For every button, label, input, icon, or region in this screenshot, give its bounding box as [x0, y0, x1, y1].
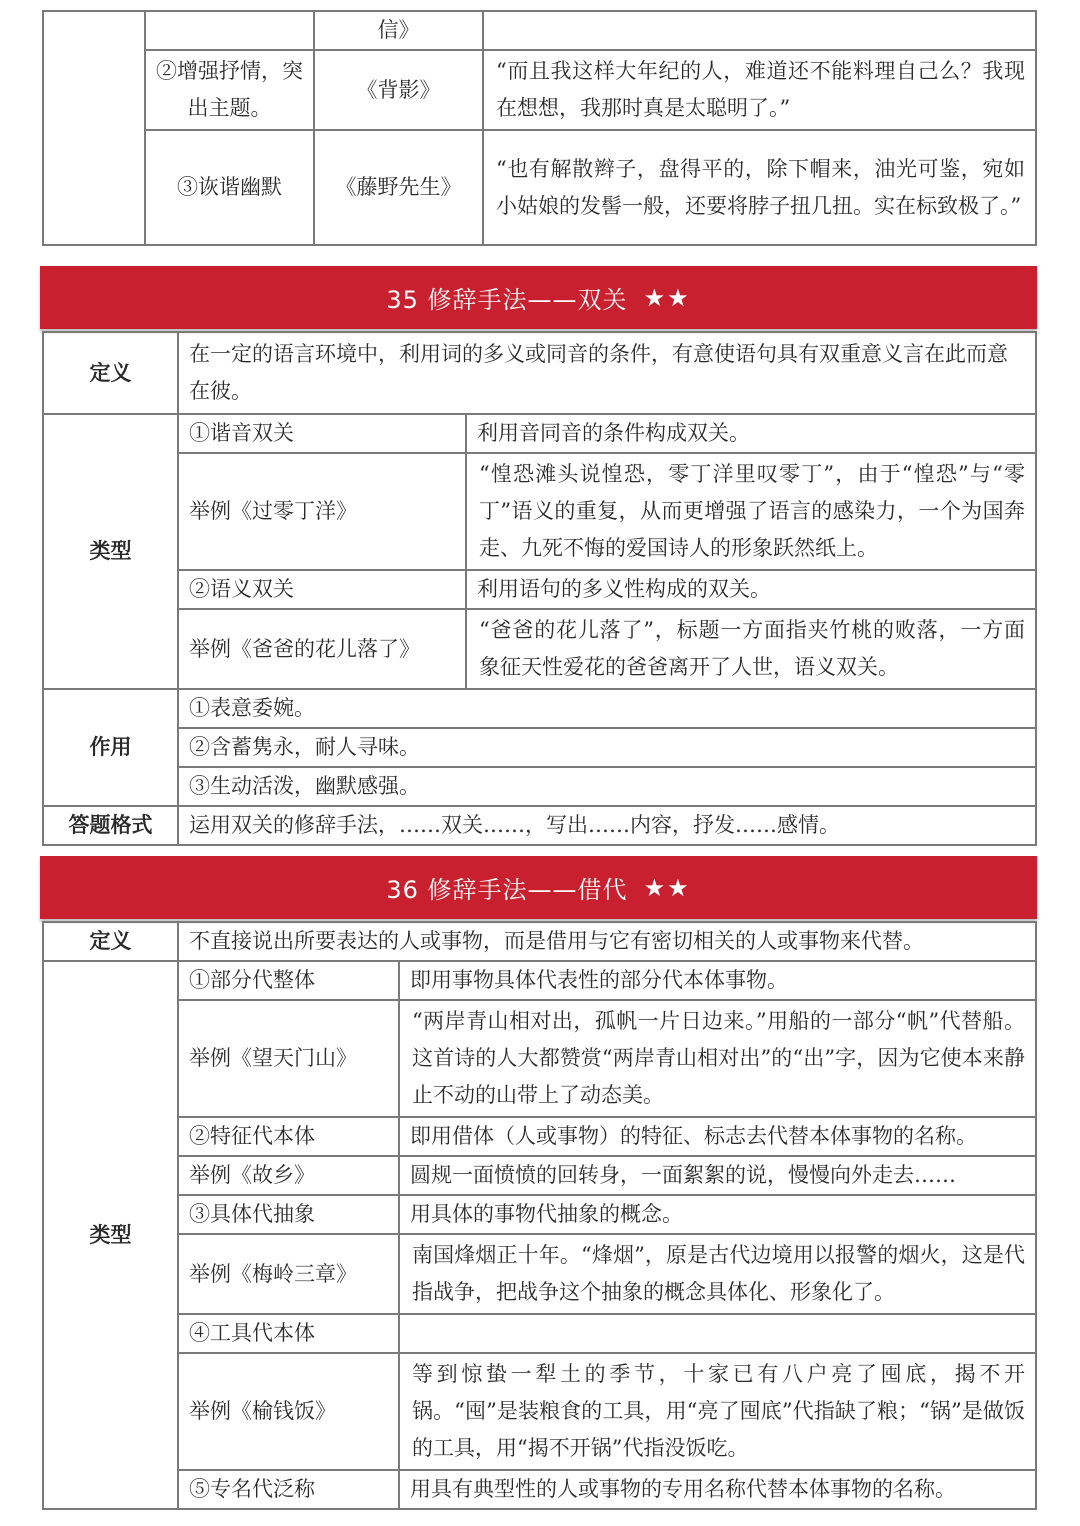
section35-type-name: ①谐音双关 — [178, 414, 466, 453]
section35-type-desc: “惶恐滩头说惶恐，零丁洋里叹零丁”，由于“惶恐”与“零丁”语义的重复，从而更增强了语言的感染力，一个为国奔走、九死不悔的爱国诗人的形象跃然纸上。 — [466, 453, 1036, 570]
section35-type-name: 举例《过零丁洋》 — [178, 453, 466, 570]
section36-type-name: ⑤专名代泛称 — [178, 1470, 399, 1509]
section36-type-desc: 用具体的事物代抽象的概念。 — [399, 1195, 1036, 1234]
section35-definition: 在一定的语言环境中，利用词的多义或同音的条件，有意使语句具有双重意义言在此而意在彼。 — [178, 332, 1036, 414]
section35-type-name: 举例《爸爸的花儿落了》 — [178, 609, 466, 689]
section35-title: 35 修辞手法——双关 — [386, 286, 628, 314]
section35-effect-label: 作用 — [43, 689, 178, 806]
top-row-2-col4: “而且我这样大年纪的人，难道还不能料理自己么？我现在想想，我那时真是太聪明了。” — [483, 50, 1036, 130]
section36-type-name: 举例《望天门山》 — [178, 1000, 399, 1117]
section35-format: 运用双关的修辞手法，……双关……，写出……内容，抒发……感情。 — [178, 806, 1036, 845]
section36-type-name: 举例《梅岭三章》 — [178, 1234, 399, 1314]
section35-type-desc: 利用音同音的条件构成双关。 — [466, 414, 1036, 453]
section36-type-desc: 等到惊蛰一犁土的季节，十家已有八户亮了囤底，揭不开锅。“囤”是装粮食的工具，用“亮了囤底”代指缺了粮；“锅”是做饭的工具，用“揭不开锅”代指没饭吃。 — [399, 1353, 1036, 1470]
section35-type-desc: 利用语句的多义性构成的双关。 — [466, 570, 1036, 609]
section36-type-name: 举例《榆钱饭》 — [178, 1353, 399, 1470]
section35-type-desc: “爸爸的花儿落了”，标题一方面指夹竹桃的败落，一方面象征天性爱花的爸爸离开了人世，语义双关。 — [466, 609, 1036, 689]
section36-type-name: ③具体代抽象 — [178, 1195, 399, 1234]
top-row-3-col3: 《藤野先生》 — [314, 130, 483, 245]
section35-effect-item: ①表意委婉。 — [178, 689, 1036, 728]
section36-type-desc: 用具有典型性的人或事物的专用名称代替本体事物的名称。 — [399, 1470, 1036, 1509]
top-row-3-col4: “也有解散辫子，盘得平的，除下帽来，油光可鉴，宛如小姑娘的发髻一般，还要将脖子扭几扭。实在标致极了。” — [483, 130, 1036, 245]
section36-type-desc: 圆规一面愤愤的回转身，一面絮絮的说，慢慢向外走去…… — [399, 1156, 1036, 1195]
section35-type-name: ②语义双关 — [178, 570, 466, 609]
top-row-2-col3: 《背影》 — [314, 50, 483, 130]
top-row-1-col3: 信》 — [314, 11, 483, 50]
section36-stars: ★★ — [643, 873, 691, 902]
section36-type-desc: 即用借体（人或事物）的特征、标志去代替本体事物的名称。 — [399, 1117, 1036, 1156]
section36-type-desc — [399, 1314, 1036, 1353]
top-row-2-col2: ②增强抒情，突出主题。 — [145, 50, 314, 130]
section36-type-name: ①部分代整体 — [178, 961, 399, 1000]
section36-type-desc: 即用事物具体代表性的部分代本体事物。 — [399, 961, 1036, 1000]
section36-type-name: ④工具代本体 — [178, 1314, 399, 1353]
section35-effect-item: ②含蓄隽永，耐人寻味。 — [178, 728, 1036, 767]
section36-type-name: ②特征代本体 — [178, 1117, 399, 1156]
section35-banner — [40, 266, 1037, 329]
section35-definition-label: 定义 — [43, 332, 178, 414]
top-table — [42, 10, 1037, 246]
top-row-3-col2: ③诙谐幽默 — [145, 130, 314, 245]
section36-type-desc: 南国烽烟正十年。“烽烟”，原是古代边境用以报警的烟火，这是代指战争，把战争这个抽象的概念具体化、形象化了。 — [399, 1234, 1036, 1314]
section36-type-desc: “两岸青山相对出，孤帆一片日边来。”用船的一部分“帆”代替船。这首诗的人大都赞赏“两岸青山相对出”的“出”字，因为它使本来静止不动的山带上了动态美。 — [399, 1000, 1036, 1117]
top-row-1-col2 — [145, 11, 314, 50]
section36-type-name: 举例《故乡》 — [178, 1156, 399, 1195]
section36-definition: 不直接说出所要表达的人或事物，而是借用与它有密切相关的人或事物来代替。 — [178, 922, 1036, 961]
section35-effect-item: ③生动活泼，幽默感强。 — [178, 767, 1036, 806]
section36-types-label: 类型 — [43, 961, 178, 1509]
section36-table — [42, 921, 1037, 1510]
section35-types-label: 类型 — [43, 414, 178, 689]
top-row-1-col4 — [483, 11, 1036, 50]
top-table-left-cell — [43, 11, 145, 245]
section35-format-label: 答题格式 — [43, 806, 178, 845]
section36-banner — [40, 856, 1037, 919]
section35-table — [42, 331, 1037, 846]
section36-title: 36 修辞手法——借代 — [386, 876, 628, 904]
section36-definition-label: 定义 — [43, 922, 178, 961]
section35-stars: ★★ — [643, 283, 691, 312]
